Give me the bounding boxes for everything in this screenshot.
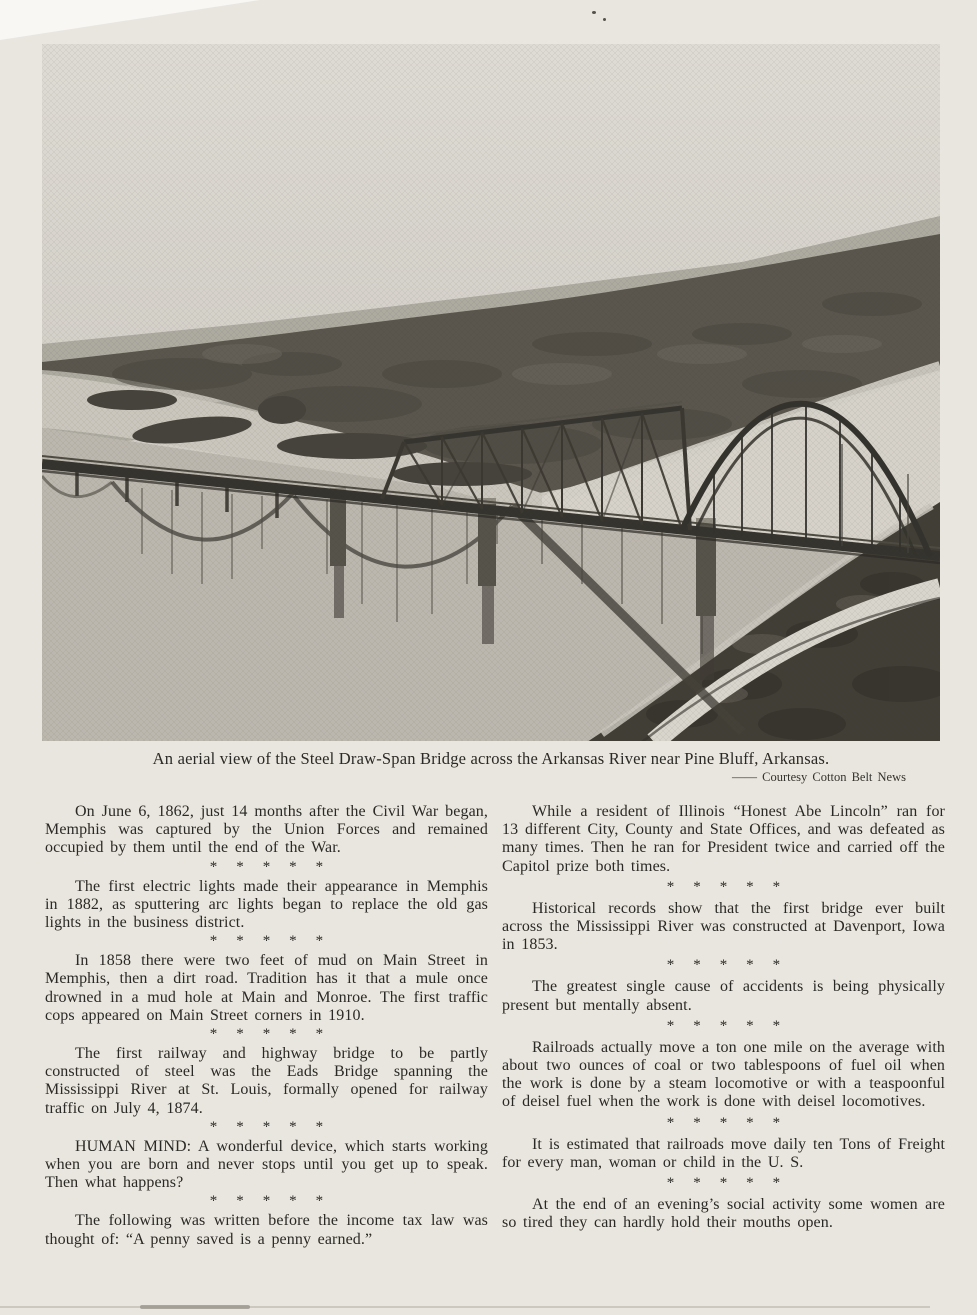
scan-speck	[592, 11, 596, 14]
asterisk-separator: * * * * *	[209, 933, 324, 950]
paragraph: HUMAN MIND: A wonderful device, which starts working when you are born and never stops until you get up to speak. Then what happens?	[45, 1137, 488, 1192]
paragraph: On June 6, 1862, just 14 months after the Civil War began, Memphis was captured by the Union Forces and remained occupied by them until the end of the War.	[45, 803, 488, 857]
scan-artifact-corner	[0, 0, 260, 40]
aerial-photo-illustration	[42, 44, 940, 741]
paragraph: While a resident of Illinois “Honest Abe Lincoln” ran for 13 different City, County and State Offices, and was defeated as many times. Then he ran for President twice and carried off the Capitol prize both times.	[502, 803, 945, 875]
asterisk-separator: * * * * *	[666, 957, 781, 974]
scan-speck	[603, 18, 606, 21]
paragraph: The greatest single cause of accidents is being physically present but mentally absent.	[502, 978, 945, 1014]
photo-halftone-overlay	[42, 44, 940, 741]
scan-artifact-bottom-blob	[140, 1305, 250, 1309]
paragraph: In 1858 there were two feet of mud on Main Street in Memphis, then a dirt road. Tradition has it that a mule once drowned in a mud hole at Main and Monroe. The first traffic cops appeared on Main Street corners in 1910.	[45, 952, 488, 1024]
paragraph: Historical records show that the first bridge ever built across the Mississippi River was constructed at Davenport, Iowa in 1853.	[502, 899, 945, 954]
asterisk-separator: * * * * *	[209, 1026, 324, 1043]
left-column	[45, 803, 488, 1249]
asterisk-separator: * * * * *	[666, 1175, 781, 1192]
credit-dash: ——	[732, 770, 758, 784]
asterisk-separator: * * * * *	[666, 1017, 781, 1034]
photo-credit	[42, 770, 906, 785]
paragraph: The first electric lights made their appearance in Memphis in 1882, as sputtering arc lights began to replace the old gas lights in the business district.	[45, 877, 488, 932]
body-text	[45, 803, 945, 1249]
paragraph: The following was written before the income tax law was thought of: “A penny saved is a penny earned.”	[45, 1212, 488, 1248]
asterisk-separator: * * * * *	[209, 1193, 324, 1210]
paragraph: It is estimated that railroads move daily ten Tons of Freight for every man, woman or child in the U. S.	[502, 1135, 945, 1171]
asterisk-separator: * * * * *	[209, 1118, 324, 1135]
aerial-photo	[42, 44, 940, 741]
paragraph: At the end of an evening’s social activity some women are so tired they can hardly hold their mouths open.	[502, 1196, 945, 1232]
asterisk-separator: * * * * *	[666, 1114, 781, 1131]
asterisk-separator: * * * * *	[666, 878, 781, 895]
credit-text: Courtesy Cotton Belt News	[762, 770, 906, 784]
photo-caption: An aerial view of the Steel Draw-Span Bridge across the Arkansas River near Pine Bluff, Arkansas.	[152, 749, 830, 768]
right-column	[502, 803, 945, 1249]
paragraph: Railroads actually move a ton one mile on the average with about two ounces of coal or two tablespoons of fuel oil when the work is done by a steam locomotive or with a teaspoonful of deisel fuel when the work is done with deisel locomotives.	[502, 1038, 945, 1111]
asterisk-separator: * * * * *	[209, 858, 324, 875]
paragraph: The first railway and highway bridge to be partly constructed of steel was the Eads Bridge spanning the Mississippi River at St. Louis, formally opened for railway traffic on July 4, 1874.	[45, 1045, 488, 1117]
